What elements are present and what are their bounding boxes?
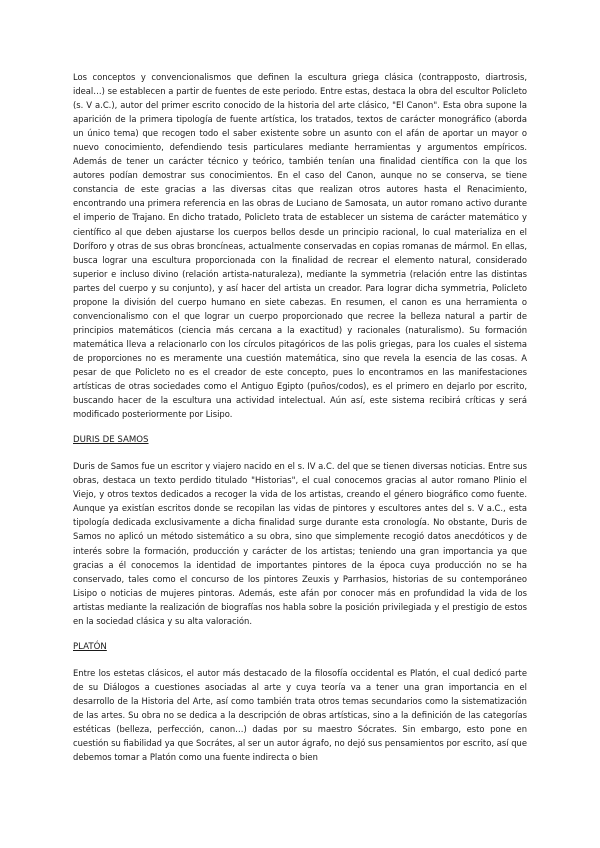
paragraph-duris-de-samos: Duris de Samos fue un escritor y viajero nacido en el s. IV a.C. del que se tienen diversas noticias. Entre sus obras, destaca un texto perdido titulado "Historias", el cual conocemos gracias al autor romano Plinio el Viejo, y otros textos dedicados a recoger la vida de los artistas, creando el género biográfico como fuente. Aunque ya existían escritos donde se recopilan las vidas de pintores y escultores antes del s. V a.C., esta tipología dedicada exclusivamente a dicha finalidad surge durante esta cronología. No obstante, Duris de Samos no aplicó un método sistemático a su obra, sino que simplemente recogió datos anecdóticos y de interés sobre la formación, producción y carácter de los artistas; teniendo una gran importancia ya que gracias a él conocemos la identidad de importantes pintores de la época cuya producción no se ha conservado, tales como el concurso de los pintores Zeuxis y Parrhasios, historias de su contemporáneo Lisipo o noticias de mujeres pintoras. Además, este afán por conocer más en profundidad la vida de los artistas mediante la realización de biografías nos habla sobre la posición privilegiada y el prestigio de estos en la sociedad clásica y su alta valoración.	[73, 461, 527, 626]
heading-platon: PLATÓN	[73, 641, 107, 652]
heading-duris-de-samos: DURIS DE SAMOS	[73, 435, 149, 446]
paragraph-platon: Entre los estetas clásicos, el autor más destacado de la filosofía occidental es Platón, el cual dedicó parte de su Diálogos a cuestiones asociadas al arte y cuya teoría va a tener una gran importancia en el desarrollo de la Historia del Arte, así como también trata otros temas secundarios como la sistematización de las artes. Su obra no se dedica a la descripción de obras artísticas, sino a la definición de las categorías estéticas (belleza, perfección, canon…) dadas por su maestro Sócrates. Sin embargo, esto pone en cuestión su fiabilidad ya que Socrátes, al ser un autor ágrafo, no dejó sus pensamientos por escrito, así que debemos tomar a Platón como una fuente indirecta o bien	[73, 667, 527, 763]
intro-paragraph: Los conceptos y convencionalismos que definen la escultura griega clásica (contrapposto, diartrosis, ideal…) se establecen a partir de fuentes de este periodo. Entre estas, destaca la obra del escultor Policleto (s. V a.C.), autor del primer escrito conocido de la historia del arte clásico, "El Canon". Esta obra supone la aparición de la primera tipología de fuente artística, los tratados, textos de carácter monográfico (aborda un único tema) que recogen todo el saber existente sobre un asunto con el afán de aportar un mayor o nuevo conocimiento, defendiendo tesis particulares mediante herramientas y argumentos empíricos. Además de tener un carácter técnico y teórico, también tenían una finalidad científica con la que los autores podían demostrar sus conocimientos. En el caso del Canon, aunque no se conserva, se tiene constancia de este gracias a las diversas citas que realizan otros autores hasta el Renacimiento, encontrando una primera referencia en las obras de Luciano de Samosata, un autor romano activo durante el imperio de Trajano. En dicho tratado, Policleto trata de establecer un sistema de carácter matemático y científico al que deben ajustarse los cuerpos bellos desde un principio racional, lo cual materializa en el Doríforo y otras de sus obras broncíneas, actualmente conservadas en copias romanas de mármol. En ellas, busca lograr una escultura proporcionada con la finalidad de recrear el elemento natural, considerado superior e incluso divino (relación artista-naturaleza), mediante la symmetria (relación entre las distintas partes del cuerpo y su conjunto), y así hacer del artista un creador. Para lograr dicha symmetria, Policleto propone la división del cuerpo humano en siete cabezas. En resumen, el canon es una herramienta o convencionalismo con el que lograr un cuerpo proporcionado que recree la belleza natural a partir de principios matemáticos (ciencia más cercana a la exactitud) y racionales (naturalismo). Su formación matemática lleva a relacionarlo con los círculos pitagóricos de las polis griegas, para los cuales el sistema de proporciones no es meramente una cuestión matemática, sino que revela la esencia de las cosas. A pesar de que Policleto no es el creador de este concepto, pues lo encontramos en las manifestaciones artísticas de otras sociedades como el Antiguo Egipto (puños/codos), es el primero en dejarlo por escrito, buscando hacer de la escultura una actividad intelectual. Aún así, este sistema recibirá críticas y será modificado posteriormente por Lisipo.	[73, 72, 527, 420]
document-body	[73, 70, 527, 764]
